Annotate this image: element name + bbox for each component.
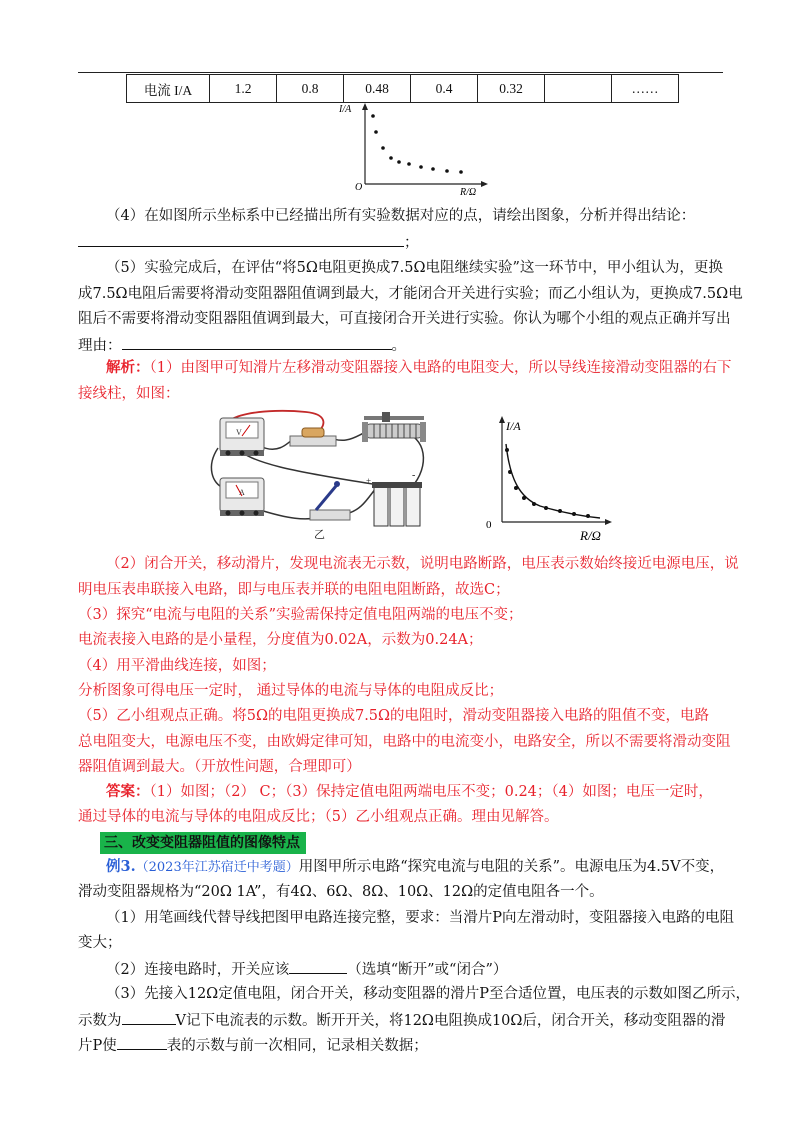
analysis-p3a: （3）探究“电流与电阻的关系”实验需保持定值电阻两端的电压不变；	[78, 607, 523, 623]
analysis-p5b: 总电阻变大，电源电压不变，由欧姆定律可知，电路中的电流变小，电路安全，所以不需要将滑动变阻	[78, 734, 731, 750]
table-cell	[545, 75, 612, 103]
q5-line2: 成7.5Ω电阻后需要将滑动变阻器阻值调到最大，才能闭合开关进行实验；而乙小组认为，更换成7.5Ω电	[78, 286, 743, 302]
table-cell: 0.8	[277, 75, 344, 103]
example3-line1: 例3.（2023年江苏宿迁中考题）用图甲所示电路“探究电流与电阻的关系”。电源电压为4.5V不变，	[106, 858, 725, 875]
analysis-graph-y-label: I/A	[506, 419, 521, 433]
svg-text:-: -	[412, 470, 416, 481]
svg-text:+: +	[366, 476, 372, 486]
svg-text:V: V	[236, 428, 242, 437]
small-graph-origin: O	[355, 182, 363, 193]
q2-answer-blank[interactable]	[289, 957, 347, 974]
q4-line2: ；	[78, 230, 728, 254]
analysis-p4b: 分析图象可得电压一定时， 通过导体的电流与导体的电阻成反比；	[78, 683, 504, 699]
analysis-p1b: 接线柱，如图：	[78, 386, 180, 402]
circuit-diagram	[206, 406, 438, 542]
small-graph-y-label: I/A	[339, 104, 352, 115]
table-cell: 0.4	[411, 75, 478, 103]
table-cell: ……	[612, 75, 679, 103]
example3-q1a: （1）用笔画线代替导线把图甲电路连接完整，要求：当滑片P向左滑动时，变阻器接入电路的电阻	[106, 910, 734, 926]
analysis-p2a: （2）闭合开关，移动滑片，发现电流表无示数，说明电路断路，电压表示数始终接近电源电压，说	[106, 556, 739, 572]
analysis-graph-origin: 0	[486, 519, 492, 531]
circuit-caption: 乙	[314, 529, 325, 541]
answer-line2: 通过导体的电流与导体的电阻成反比；（5）乙小组观点正确。理由见解答。	[78, 809, 559, 825]
example3-line2: 滑动变阻器规格为“20Ω 1A”，有4Ω、6Ω、8Ω、10Ω、12Ω的定值电阻各一个。	[78, 884, 604, 900]
example3-q1b: 变大；	[78, 935, 122, 951]
table-cell: 电流 I/A	[127, 75, 210, 103]
analysis-p4a: （4）用平滑曲线连接，如图；	[78, 658, 276, 674]
table-cell: 1.2	[210, 75, 277, 103]
analysis-p5a: （5）乙小组观点正确。将5Ω的电阻更换成7.5Ω的电阻时，滑动变阻器接入电路的阻值不变，电路	[78, 708, 710, 724]
svg-text:A: A	[239, 488, 245, 497]
analysis-p3b: 电流表接入电路的是小量程，分度值为0.02A，示数为0.24A；	[78, 632, 483, 648]
small-graph-x-label: R/Ω	[460, 187, 477, 195]
analysis-ir-graph	[480, 410, 620, 542]
example3-q3a: （3）先接入12Ω定值电阻，闭合开关，移动变阻器的滑片P至合适位置，电压表的示数如图乙所示，	[106, 986, 750, 1002]
q4-line1: （4）在如图所示坐标系中已经描出所有实验数据对应的点，请绘出图象，分析并得出结论：	[106, 208, 696, 224]
current-table	[126, 74, 679, 103]
q5-line4: 理由： 。	[78, 333, 728, 357]
section-title: 三、改变变阻器阻值的图像特点	[100, 832, 306, 854]
q5-line1: （5）实验完成后，在评估“将5Ω电阻更换成7.5Ω电阻继续实验”这一环节中，甲小组认为，更换	[106, 260, 723, 276]
q4-answer-blank[interactable]	[78, 230, 404, 247]
table-cell: 0.32	[478, 75, 545, 103]
analysis-graph-x-label: R/Ω	[580, 528, 601, 542]
analysis-p5c: 器阻值调到最大。（开放性问题，合理即可）	[78, 759, 361, 775]
analysis-p2b: 明电压表串联接入电路，即与电压表并联的电阻电阻断路，故选C；	[78, 582, 510, 598]
small-graph-points	[371, 114, 463, 174]
example3-q3b: 示数为 V记下电流表的示数。断开开关，将12Ω电阻换成10Ω后，闭合开关，移动变阻器的滑	[78, 1008, 728, 1032]
small-ir-graph	[335, 100, 495, 195]
analysis-p1a: 解析：（1）由图甲可知滑片左移滑动变阻器接入电路的电阻变大，所以导线连接滑动变阻器的右下	[106, 359, 732, 376]
table-cell: 0.48	[344, 75, 411, 103]
header-rule	[78, 72, 723, 73]
example3-q2: （2）连接电路时，开关应该 （选填“断开”或“闭合”）	[78, 957, 728, 981]
q5-line3: 阻后不需要将滑动变阻器阻值调到最大，可直接闭合开关进行实验。你认为哪个小组的观点正确并写出	[78, 311, 731, 327]
q3-meter-blank[interactable]	[117, 1033, 167, 1050]
answer-line1: 答案：（1）如图；（2） C；（3）保持定值电阻两端电压不变；0.24；（4）如图；电压一定时，	[106, 783, 713, 800]
example3-q3c: 片P使 表的示数与前一次相同，记录相关数据；	[78, 1033, 728, 1057]
q3-voltage-blank[interactable]	[122, 1008, 176, 1025]
table-row	[127, 75, 679, 103]
q5-answer-blank[interactable]	[122, 333, 392, 350]
